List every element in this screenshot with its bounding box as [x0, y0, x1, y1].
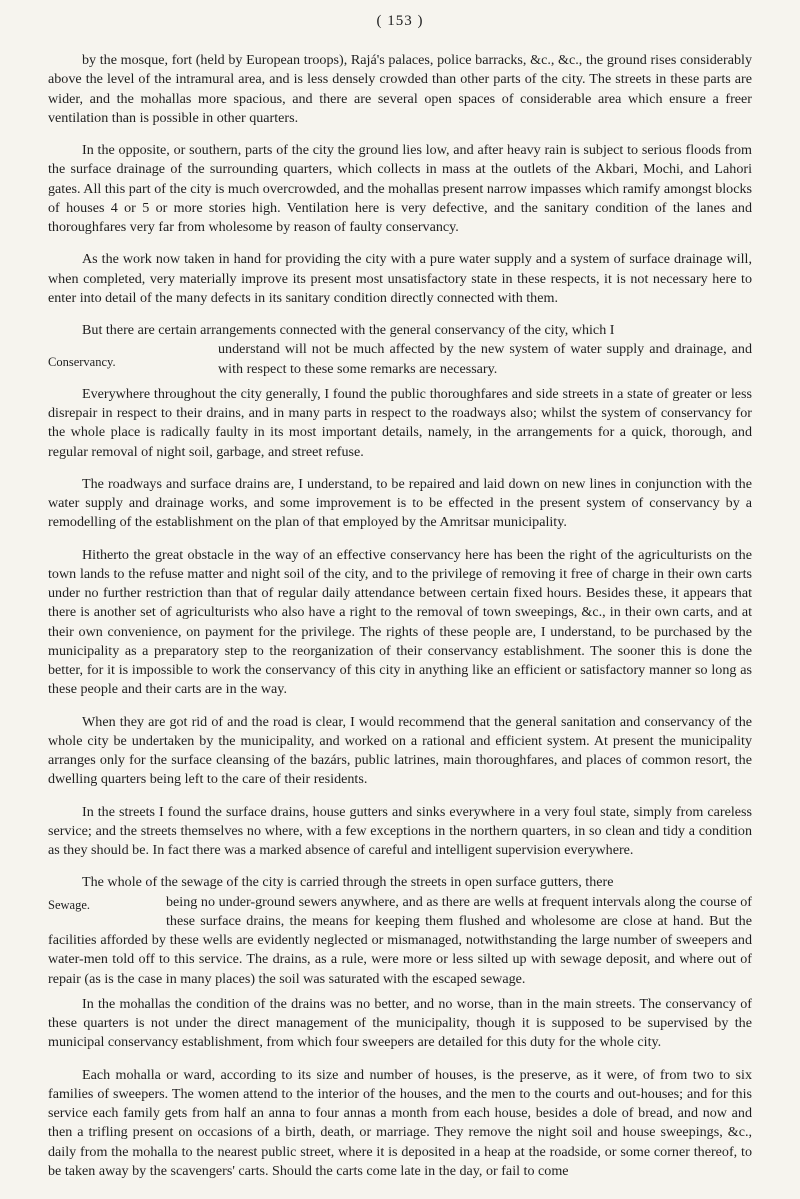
page-number: ( 153 ) — [376, 13, 424, 29]
paragraph-8: When they are got rid of and the road is clear, I would recommend that the general sanitation and conservancy of the whole city be undertaken by the municipality, and worked on a rational and efficient system. At present the municipality arranges only for the surface cleansing of the bazárs, public latrines, main thoroughfares, and places of common resort, the dwelling quarters being left to the care of their residents. — [48, 713, 752, 788]
paragraph-4-first-line: But there are certain arrangements connected with the general conservancy of the city, which I — [82, 322, 615, 338]
paragraph-2: In the opposite, or southern, parts of the city the ground lies low, and after heavy rain is subject to serious floods from the surface drainage of the surrounding quarters, which collects in mass at the outlets of the Akbari, Mochi, and Lahori gates. All this part of the city is much overcrowded, and the mohallas present narrow impasses which ramify amongst blocks of houses 4 or 5 or more stories high. Ventilation here is very defective, and the sanitary condition of the lanes and thoroughfares very far from wholesome by reason of faulty conservancy. — [48, 142, 752, 235]
paragraph-1: by the mosque, fort (held by European troops), Rajá's palaces, police barracks, &c., &c., the ground rises considerably above the level of the intramural area, and is less densely crowded than other parts of the city. The streets in these parts are wider, and the mohallas more spacious, and there are several open spaces of considerable area which ensure a freer ventilation than is possible in other quarters. — [48, 52, 752, 126]
paragraph-5: Everywhere throughout the city generally, I found the public thoroughfares and side streets in a state of greater or less disrepair in respect to their drains, and in many parts in respect to the roadways also; whilst the system of conservancy for the whole place is radically faulty in its most important details, namely, in the arrangements for a quick, thorough, and regular removal of night soil, garbage, and street refuse. — [48, 385, 752, 460]
paragraph-10-body: being no under-ground sewers anywhere, and as there are wells at frequent intervals along the course of these surface drains, the means for keeping them flushed and wholesome are close at hand. But the facilities afforded by these wells are evidently neglected or mismanaged, notwithstanding the large number of sweepers and water-men told off to this service. The drains, as a rule, were more or less silted up with sewage deposit, and where out of repair (as is the case in many places) the soil was saturated with the escaped sewage. — [48, 893, 752, 987]
paragraph-3: As the work now taken in hand for providing the city with a pure water supply and a system of surface drainage will, when completed, very materially improve its present most unsatisfactory state in these respects, it is not necessary here to enter into detail of the many defects in its sanitary condition directly connected with them. — [48, 251, 752, 306]
paragraph-9: In the streets I found the surface drains, house gutters and sinks everywhere in a very foul state, simply from careless service; and the streets themselves no where, with a few exceptions in the northern quarters, in so clean and tidy a condition as they should be. In fact there was a marked absence of careful and intelligent supervision everywhere. — [48, 803, 752, 858]
side-note-conservancy: Conservancy. — [48, 355, 116, 370]
paragraph-4-body: understand will not be much affected by the new system of water supply and drainage, and with respect to these some remarks are necessary. — [218, 341, 752, 377]
paragraph-6: The roadways and surface drains are, I understand, to be repaired and laid down on new lines in conjunction with the water supply and drainage works, and some improvement is to be effected in the present system of conservancy by a remodelling of the establishment on the plan of that employed by the Amritsar municipality. — [48, 475, 752, 531]
paragraph-10 — [48, 873, 752, 989]
paragraph-4 — [48, 321, 752, 379]
paragraph-7: Hitherto the great obstacle in the way of an effective conservancy here has been the right of the agriculturists on the town lands to the refuse matter and night soil of the city, and to the privilege of removing it free of charge in their own carts under no further restriction than that of regular daily attendance between certain fixed hours. Besides these, it appears that there is another set of agriculturists who also have a right to the removal of town sweepings, &c., in their own carts, and at their own convenience, on payment for the privilege. The rights of these people are, I understand, to be purchased by the municipality as a preparatory step to the reorganization of their conservancy establishment. The sooner this is done the better, for it is impossible to work the conservancy of this city in anything like an efficient or satisfactory manner so long as these people and their carts are in the way. — [48, 546, 752, 698]
paragraph-11: In the mohallas the condition of the drains was no better, and no worse, than in the main streets. The conservancy of these quarters is not under the direct management of the municipality, though it is supposed to be supervised by the municipal conservancy establishment, from which four sweepers are detailed for this duty for the whole city. — [48, 995, 752, 1051]
side-note-sewage: Sewage. — [48, 897, 90, 912]
paragraph-12: Each mohalla or ward, according to its size and number of houses, is the preserve, as it were, of from two to six families of sweepers. The women attend to the interior of the houses, and the men to the courts and out-houses; and for this service each family gets from half an anna to four annas a month from each house, besides a dole of bread, and now and then a trifling present on occasions of a birth, death, or marriage. They remove the night soil and house sweepings, &c., daily from the mohalla to the nearest public street, where it is deposited in a heap at the roadside, or some corner thereof, to be taken away by the scavengers' carts. Should the carts come late in the day, or fail to come — [48, 1066, 752, 1179]
paragraph-10-first-line: The whole of the sewage of the city is carried through the streets in open surface gutters, there — [82, 874, 614, 891]
